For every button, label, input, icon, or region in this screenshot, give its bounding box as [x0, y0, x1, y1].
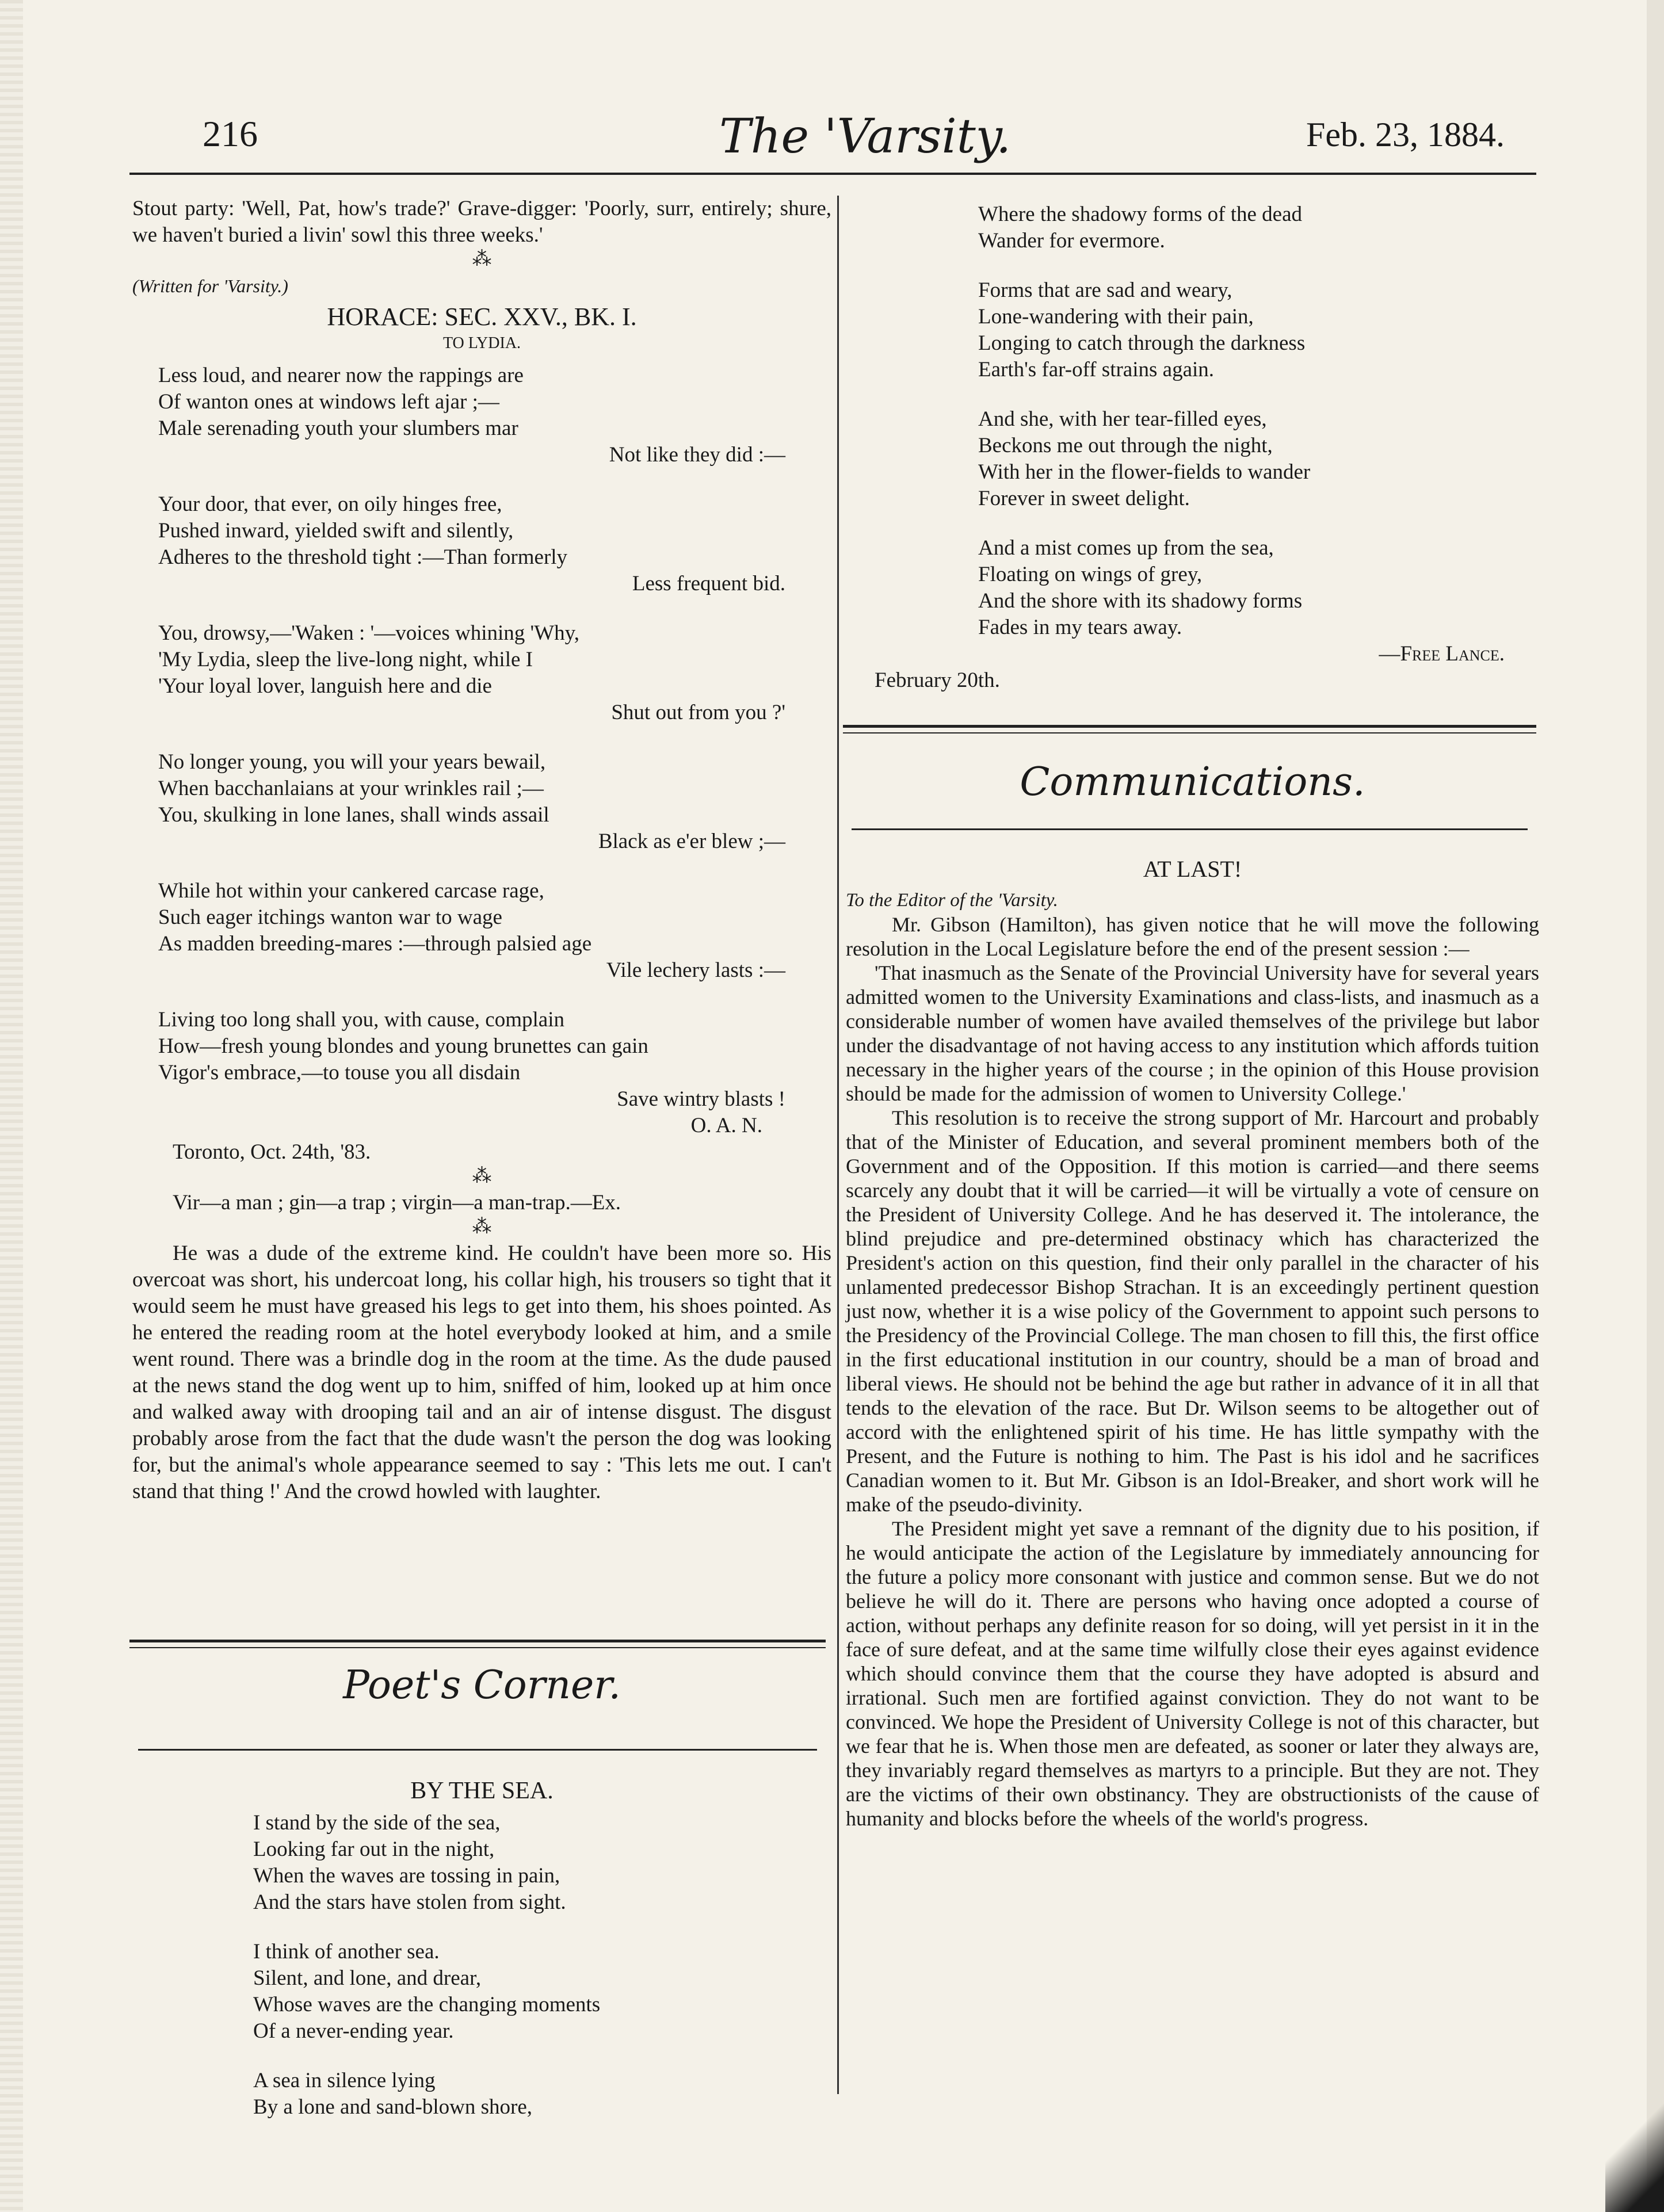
left-column-poem: [132, 1778, 831, 2121]
section-rule: [843, 725, 1536, 728]
sea-stanza-3-cont: Where the shadowy forms of the dead Wander for evermore.: [978, 203, 1303, 253]
written-for-note: (Written for 'Varsity.): [132, 276, 288, 296]
page-edge: [1647, 0, 1664, 2212]
sea-stanza-3: A sea in silence lying By a lone and sand-blown shore,: [253, 2069, 533, 2119]
horace-poem: [132, 362, 785, 1139]
masthead-title: The 'Varsity.: [719, 109, 1012, 164]
separator-stars: ⁂: [472, 249, 492, 270]
header-rule: [129, 173, 1536, 175]
paragraph-1: Mr. Gibson (Hamilton), has given notice that he will move the following resolution in the Local Legislature before the end of the present session :—: [846, 913, 1539, 960]
by-the-sea-title: BY THE SEA.: [410, 1778, 554, 1804]
poem-signature: O. A. N.: [690, 1114, 762, 1137]
page-number: 216: [203, 113, 258, 154]
poets-corner-heading: Poet's Corner.: [343, 1663, 621, 1708]
stanza-6: Living too long shall you, with cause, complain How—fresh young blondes and young brunettes can gain Vigor's embrace,—to touse you all disdain: [158, 1008, 648, 1084]
stanza-3-end: Shut out from you ?': [611, 701, 785, 724]
sea-stanza-6: And a mist comes up from the sea, Floating on wings of grey, And the shore with its shadowy forms Fades in my tears away.: [978, 536, 1303, 639]
sea-stanza-2: I think of another sea. Silent, and lone, and drear, Whose waves are the changing moments Of a never-ending year.: [253, 1940, 601, 2043]
by-the-sea-poem: [132, 1810, 831, 2121]
sea-date: February 20th.: [875, 668, 1000, 692]
sea-signature: —Free Lance.: [1379, 642, 1505, 666]
separator-stars: ⁂: [472, 1166, 492, 1187]
dude-paragraph: He was a dude of the extreme kind. He couldn't have been more so. His overcoat was short, his undercoat long, his collar high, his trousers so tight that it would seem he must have greased his legs to get into them, his shoes pointed. As he entered the reading room at the hotel everybody looked at him, and a smile went round. There was a brindle dog in the room at the time. As the dude paused at the news stand the dog went up to him, sniffed of him, looked up at him once and walked away with drooping tail and an air of intense disgust. The disgust probably arose from the fact that the dude wasn't the person the dog was looking for, but the animal's whole appearance seemed to say : 'This lets me out. I can't stand that thing !' And the crowd howled with laughter.: [132, 1241, 831, 1503]
sea-poem-continued: [846, 201, 1539, 641]
stanza-2: Your door, that ever, on oily hinges free, Pushed inward, yielded swift and silently, Adheres to the threshold tight :—Than formerly: [158, 492, 568, 569]
right-column: [846, 201, 1539, 694]
stanza-1: Less loud, and nearer now the rappings are Of wanton ones at windows left ajar ;— Male serenading youth your slumbers mar: [158, 364, 524, 440]
heading-rule: [138, 1749, 817, 1751]
sea-stanza-5: And she, with her tear-filled eyes, Beckons me out through the night, With her in the flower-fields to wander Forever in sweet delight.: [978, 407, 1311, 510]
horace-subtitle: TO LYDIA.: [442, 334, 521, 352]
stanza-3: You, drowsy,—'Waken : '—voices whining 'Why, 'My Lydia, sleep the live-long night, while I 'Your loyal lover, languish here and die: [158, 621, 579, 698]
section-rule: [129, 1640, 826, 1642]
left-column: [132, 196, 831, 1505]
paragraph-4: The President might yet save a remnant of the dignity due to his position, if he would anticipate the action of the Legislature by immediately announcing for the future a policy more consonant with justice and common sense. But we do not believe he will do it. There are persons who having once adopted a course of action, without perhaps any definite reason for so doing, will yet persist in it in the face of sure defeat, and at the same time wilfully close their eyes against evidence which should convince them that the course they have adopted is absurd and irrational. Such men are fortified against conviction. They do not want to be convinced. We hope the President of University College is not of this character, but we fear that he is. When those men are defeated, as sooner or later they always are, they invariably regard themselves as martyrs to a principle. But they are not. They are the victims of their own obstinancy. They are obstructionists of the cause of humanity and blocks before the wheels of the world's progress.: [846, 1517, 1539, 1830]
stanza-5: While hot within your cankered carcase rage, Such eager itchings wanton war to wage As madden breeding-mares :—through palsied age: [158, 879, 592, 956]
stanza-2-end: Less frequent bid.: [632, 572, 785, 595]
article-title: AT LAST!: [1143, 856, 1242, 882]
stanza-5-end: Vile lechery lasts :—: [606, 958, 785, 982]
communications-body: [846, 857, 1539, 1831]
communications-heading: Communications.: [1020, 759, 1365, 805]
stanza-1-end: Not like they did :—: [609, 443, 785, 467]
stanza-4-end: Black as e'er blew ;—: [598, 830, 785, 853]
stanza-4: No longer young, you will your years bewail, When bacchanlaians at your wrinkles rail ;— You, skulking in lone lanes, shall winds assail: [158, 750, 549, 827]
heading-rule: [852, 828, 1528, 830]
sea-stanza-4: Forms that are sad and weary, Lone-wandering with their pain, Longing to catch through the darkness Earth's far-off strains again.: [978, 278, 1306, 381]
to-editor: To the Editor of the 'Varsity.: [846, 890, 1058, 911]
horace-title: HORACE: SEC. XXV., BK. I.: [327, 303, 637, 331]
paragraph-2: 'That inasmuch as the Senate of the Provincial University have for several years admitted women to the University Examinations and class-lists, and inasmuch as a considerable number of women have availed themselves of the privilege but labor under the disadvantage of not having access to any institution which affords tuition necessary in the higher years of the course ; in the opinion of this House provision should be made for the admission of women to University College.': [846, 961, 1539, 1105]
stanza-6-end: Save wintry blasts !: [617, 1087, 785, 1111]
vir-joke: Vir—a man ; gin—a trap ; virgin—a man-trap.—Ex.: [173, 1191, 621, 1214]
page-corner-shadow: [1605, 2088, 1664, 2212]
issue-date: Feb. 23, 1884.: [1306, 116, 1505, 154]
paragraph-3: This resolution is to receive the strong support of Mr. Harcourt and probably that of the Minister of Education, and several prominent members both of the Government and of the Opposition. If this motion is carried—and there seems scarcely any doubt that it will be carried—it will be virtually a vote of censure on the President of University College. And he has deserved it. The intolerance, the blind prejudice and pre-determined obstinacy which has characterized the President's action on this question, find their only parallel in the character of his unlamented predecessor Bishop Strachan. It is an exceedingly pertinent question just now, whether it is a wise policy of the Government to appoint such persons to the Presidency of the Provincial College. The man chosen to fill this, the first office in the first educational institution in our country, should be a man of broad and liberal views. He should not be behind the age but rather in advance of it in all that tends to the elevation of the race. But Dr. Wilson seems to be altogether out of accord with the enlightened spirit of his time. He has little sympathy with the Present, and the Future is nothing to him. The Past is his idol and he sacrifices Canadian women to it. But Mr. Gibson is an Idol-Breaker, and short work will he make of the pseudo-divinity.: [846, 1106, 1539, 1516]
joke-paragraph: Stout party: 'Well, Pat, how's trade?' Grave-digger: 'Poorly, surr, entirely; shure, we haven't buried a livin' sowl this three weeks.': [132, 197, 831, 247]
sea-stanza-1: I stand by the side of the sea, Looking far out in the night, When the waves are tossing in pain, And the stars have stolen from sight.: [253, 1811, 566, 1914]
binding-edge: [0, 0, 23, 2212]
separator-stars: ⁂: [472, 1216, 492, 1237]
poem-dateline: Toronto, Oct. 24th, '83.: [173, 1140, 371, 1164]
column-divider: [837, 196, 839, 2094]
